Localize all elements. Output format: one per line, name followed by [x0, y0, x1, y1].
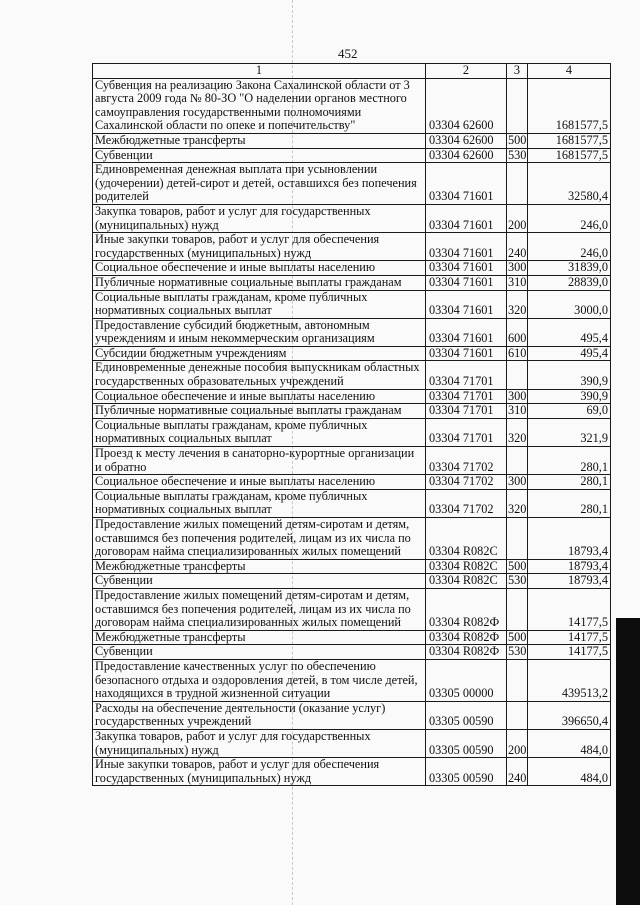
row-name-cell: Закупка товаров, работ и услуг для государственных (муниципальных) нужд [93, 729, 426, 757]
row-code-cell: 03304 71701 [426, 404, 507, 419]
page-number: 452 [338, 46, 358, 61]
row-name-cell: Иные закупки товаров, работ и услуг для обеспечения государственных (муниципальных) нужд [93, 758, 426, 786]
row-code-cell: 03304 71702 [426, 475, 507, 490]
row-amount-cell: 1681577,5 [528, 148, 611, 163]
row-expense-type-cell: 600 [507, 318, 528, 346]
row-code-cell: 03304 R082C [426, 559, 507, 574]
table-row [93, 630, 611, 645]
row-expense-type-cell: 320 [507, 290, 528, 318]
row-expense-type-cell: 200 [507, 729, 528, 757]
row-name-cell: Субвенции [93, 148, 426, 163]
row-name-cell: Субсидии бюджетным учреждениям [93, 346, 426, 361]
row-amount-cell: 390,9 [528, 389, 611, 404]
row-name-cell: Субвенция на реализацию Закона Сахалинской области от 3 августа 2009 года № 80-ЗО "О наделении органов местного самоуправления государственными полномочиями Сахалинской области по опеке и попечительству" [93, 78, 426, 133]
row-expense-type-cell [507, 78, 528, 133]
table-row [93, 729, 611, 757]
row-amount-cell: 484,0 [528, 758, 611, 786]
row-amount-cell: 321,9 [528, 418, 611, 446]
table-row [93, 163, 611, 205]
row-expense-type-cell: 530 [508, 147, 527, 162]
row-expense-type-cell [507, 163, 528, 205]
row-code-cell: 03304 71702 [426, 447, 507, 475]
row-name-cell: Публичные нормативные социальные выплаты гражданам [93, 404, 426, 419]
row-name-cell: Предоставление жилых помещений детям-сиротам и детям, оставшимся без попечения родителей, лицам из их числа по договорам найма специализированных жилых помещений [93, 588, 426, 630]
row-code-cell: 03304 71601 [426, 318, 507, 346]
row-expense-type-cell [507, 361, 528, 389]
row-amount-cell: 69,0 [528, 404, 611, 419]
row-name-cell: Публичные нормативные социальные выплаты гражданам [93, 275, 426, 290]
table-row [93, 133, 611, 148]
row-expense-type-cell [507, 447, 528, 475]
scan-edge-shadow [616, 618, 640, 905]
row-code-cell: 03304 71701 [426, 361, 507, 389]
row-amount-cell: 390,9 [528, 361, 611, 389]
row-expense-type-cell [507, 588, 528, 630]
row-code-cell: 03305 00590 [426, 729, 507, 757]
row-name-cell: Проезд к месту лечения в санаторно-курортные организации и обратно [93, 447, 426, 475]
row-expense-type-cell: 240 [507, 233, 528, 261]
table-row [93, 418, 611, 446]
table-row [93, 148, 611, 163]
row-amount-cell: 396650,4 [528, 701, 611, 729]
row-expense-type-cell: 300 [508, 260, 527, 275]
row-amount-cell: 14177,5 [528, 630, 611, 645]
row-name-cell: Субвенции [93, 574, 426, 589]
row-name-cell: Социальное обеспечение и иные выплаты населению [93, 389, 426, 404]
table-row [93, 404, 611, 419]
row-code-cell: 03304 71601 [426, 275, 507, 290]
table-row [93, 361, 611, 389]
row-code-cell: 03304 71701 [426, 418, 507, 446]
row-expense-type-cell: 320 [507, 418, 528, 446]
row-expense-type-cell: 200 [507, 204, 528, 232]
row-amount-cell: 3000,0 [528, 290, 611, 318]
table-row [93, 346, 611, 361]
row-name-cell: Межбюджетные трансферты [93, 630, 426, 645]
row-expense-type-cell: 500 [508, 558, 527, 573]
row-name-cell: Иные закупки товаров, работ и услуг для обеспечения государственных (муниципальных) нужд [93, 233, 426, 261]
column-header: 3 [507, 64, 528, 79]
row-code-cell: 03304 71601 [426, 261, 507, 276]
table-row [93, 389, 611, 404]
table-row [93, 701, 611, 729]
row-amount-cell: 246,0 [528, 233, 611, 261]
row-name-cell: Расходы на обеспечение деятельности (оказание услуг) государственных учреждений [93, 701, 426, 729]
budget-table [92, 63, 611, 786]
column-header: 4 [528, 64, 611, 79]
row-code-cell: 03304 71601 [426, 346, 507, 361]
row-name-cell: Закупка товаров, работ и услуг для государственных (муниципальных) нужд [93, 204, 426, 232]
row-amount-cell: 18793,4 [528, 574, 611, 589]
row-amount-cell: 18793,4 [528, 518, 611, 560]
row-amount-cell: 14177,5 [528, 588, 611, 630]
table-row [93, 318, 611, 346]
row-name-cell: Предоставление качественных услуг по обеспечению безопасного отдыха и оздоровления детей, в том числе детей, находящихся в трудной жизненной ситуации [93, 659, 426, 701]
table-row [93, 204, 611, 232]
row-expense-type-cell [507, 701, 528, 729]
row-amount-cell: 1681577,5 [528, 133, 611, 148]
table-row [93, 275, 611, 290]
row-expense-type-cell: 310 [508, 274, 527, 289]
table-row [93, 489, 611, 517]
table-row [93, 78, 611, 133]
table-row [93, 261, 611, 276]
row-code-cell: 03304 71601 [426, 204, 507, 232]
row-code-cell: 03304 71601 [426, 233, 507, 261]
row-expense-type-cell: 310 [508, 403, 527, 418]
row-amount-cell: 18793,4 [528, 559, 611, 574]
row-amount-cell: 31839,0 [528, 261, 611, 276]
row-amount-cell: 14177,5 [528, 645, 611, 660]
row-code-cell: 03304 R082Ф [426, 630, 507, 645]
row-expense-type-cell: 500 [508, 629, 527, 644]
row-code-cell: 03304 71701 [426, 389, 507, 404]
row-expense-type-cell: 610 [508, 345, 527, 360]
table-row [93, 233, 611, 261]
table-row [93, 475, 611, 490]
row-expense-type-cell: 300 [508, 474, 527, 489]
row-name-cell: Социальные выплаты гражданам, кроме публичных нормативных социальных выплат [93, 418, 426, 446]
table-row [93, 518, 611, 560]
row-amount-cell: 280,1 [528, 447, 611, 475]
row-amount-cell: 280,1 [528, 475, 611, 490]
row-code-cell: 03304 R082C [426, 518, 507, 560]
row-name-cell: Межбюджетные трансферты [93, 559, 426, 574]
row-code-cell: 03304 62600 [426, 148, 507, 163]
row-amount-cell: 280,1 [528, 489, 611, 517]
row-amount-cell: 484,0 [528, 729, 611, 757]
row-name-cell: Предоставление субсидий бюджетным, автономным учреждениям и иным некоммерческим организациям [93, 318, 426, 346]
row-expense-type-cell: 240 [507, 758, 528, 786]
row-expense-type-cell: 500 [508, 132, 527, 147]
row-amount-cell: 495,4 [528, 346, 611, 361]
row-expense-type-cell: 320 [507, 489, 528, 517]
row-code-cell: 03304 R082Ф [426, 588, 507, 630]
row-name-cell: Субвенции [93, 645, 426, 660]
row-code-cell: 03304 62600 [426, 78, 507, 133]
row-name-cell: Межбюджетные трансферты [93, 133, 426, 148]
row-code-cell: 03304 R082C [426, 574, 507, 589]
table-row [93, 290, 611, 318]
row-amount-cell: 1681577,5 [528, 78, 611, 133]
table-row [93, 559, 611, 574]
row-expense-type-cell: 530 [508, 644, 527, 659]
row-amount-cell: 439513,2 [528, 659, 611, 701]
row-name-cell: Предоставление жилых помещений детям-сиротам и детям, оставшимся без попечения родителей, лицам из их числа по договорам найма специализированных жилых помещений [93, 518, 426, 560]
row-code-cell: 03304 62600 [426, 133, 507, 148]
row-name-cell: Единовременная денежная выплата при усыновлении (удочерении) детей-сирот и детей, оставшихся без попечения родителей [93, 163, 426, 205]
row-code-cell: 03305 00590 [426, 758, 507, 786]
table-row [93, 588, 611, 630]
row-name-cell: Социальные выплаты гражданам, кроме публичных нормативных социальных выплат [93, 290, 426, 318]
table-row [93, 758, 611, 786]
row-amount-cell: 495,4 [528, 318, 611, 346]
row-code-cell: 03304 71702 [426, 489, 507, 517]
row-code-cell: 03304 R082Ф [426, 645, 507, 660]
row-amount-cell: 246,0 [528, 204, 611, 232]
table-row [93, 574, 611, 589]
table-row [93, 447, 611, 475]
row-expense-type-cell: 300 [508, 388, 527, 403]
row-name-cell: Социальное обеспечение и иные выплаты населению [93, 475, 426, 490]
table-row [93, 659, 611, 701]
row-name-cell: Социальное обеспечение и иные выплаты населению [93, 261, 426, 276]
row-expense-type-cell [507, 518, 528, 560]
table-header-row [93, 64, 611, 79]
row-expense-type-cell: 530 [508, 573, 527, 588]
row-code-cell: 03304 71601 [426, 290, 507, 318]
row-amount-cell: 32580,4 [528, 163, 611, 205]
row-expense-type-cell [507, 659, 528, 701]
column-header: 1 [93, 64, 426, 79]
row-name-cell: Социальные выплаты гражданам, кроме публичных нормативных социальных выплат [93, 489, 426, 517]
row-code-cell: 03304 71601 [426, 163, 507, 205]
row-code-cell: 03305 00000 [426, 659, 507, 701]
row-code-cell: 03305 00590 [426, 701, 507, 729]
table-row [93, 645, 611, 660]
row-name-cell: Единовременные денежные пособия выпускникам областных государственных образовательных учреждений [93, 361, 426, 389]
row-amount-cell: 28839,0 [528, 275, 611, 290]
column-header: 2 [426, 64, 507, 79]
